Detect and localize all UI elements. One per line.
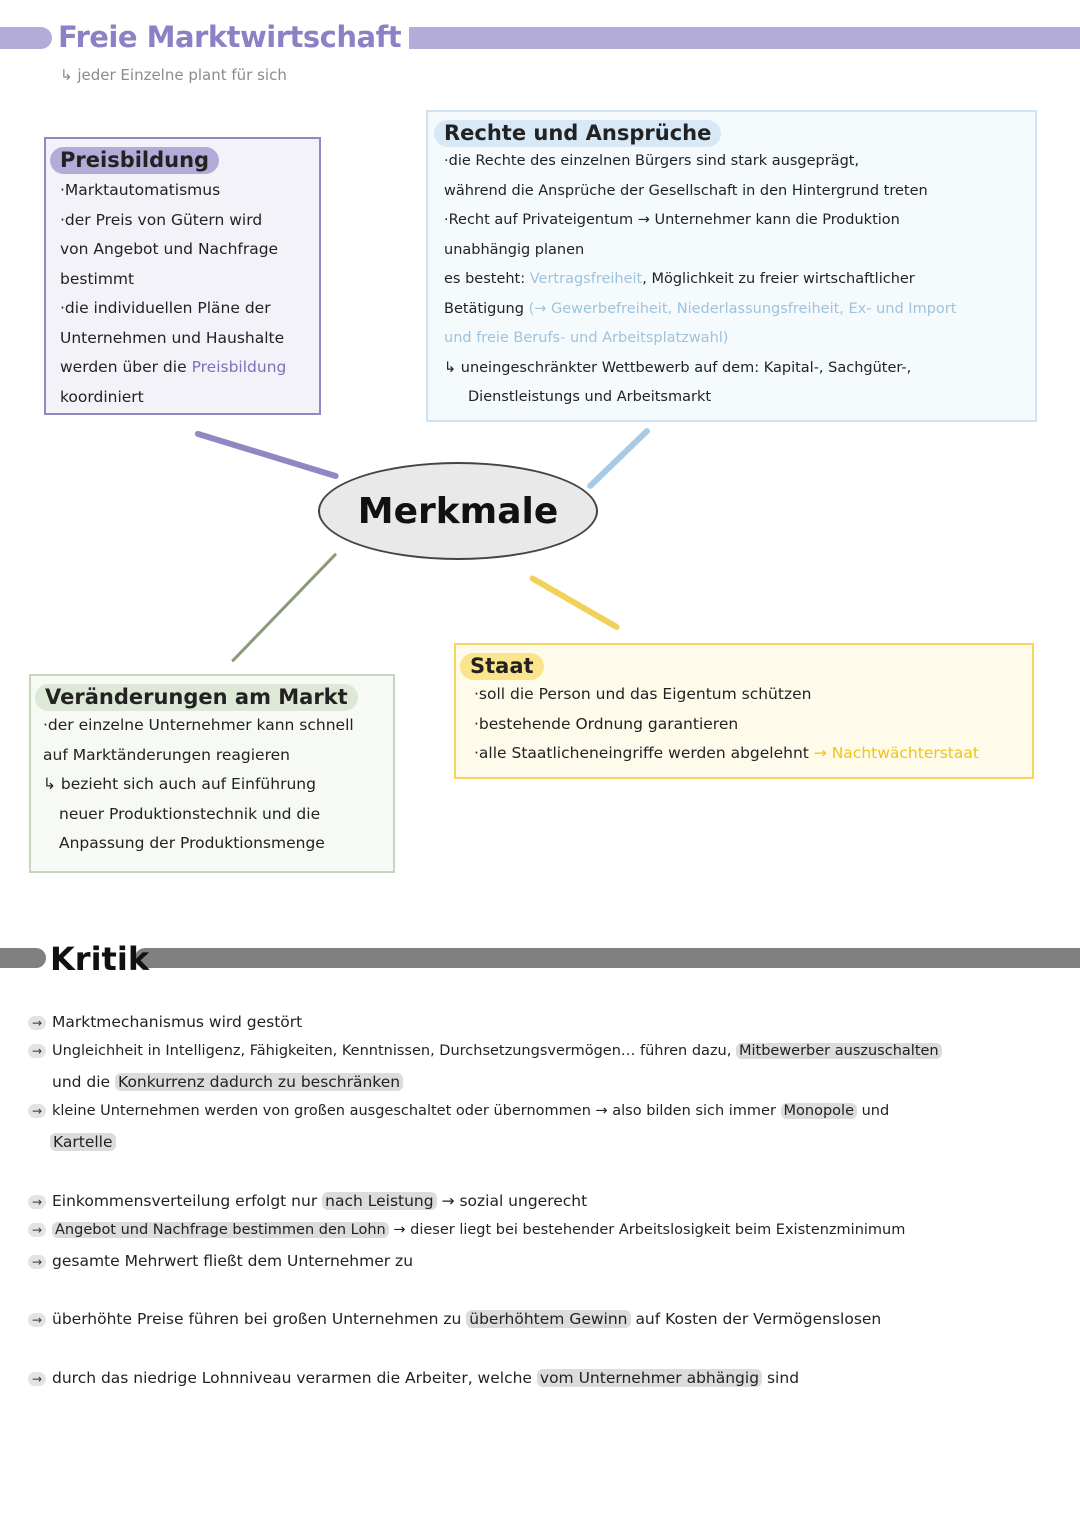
preisbildung-box xyxy=(44,137,321,415)
header-bar-left xyxy=(0,27,52,49)
preisbildung-line: Unternehmen und Haushalte xyxy=(60,328,285,347)
kritik-item: → kleine Unternehmen werden von großen ausgeschaltet oder übernommen → also bilden sich immer Monopole und xyxy=(28,1103,889,1119)
rechte-line: es besteht: Vertragsfreiheit, Möglichkeit zu freier wirtschaftlicher xyxy=(444,271,915,287)
header-bar-right xyxy=(340,27,1080,49)
staat-box xyxy=(454,643,1034,779)
kritik-highlight: überhöhtem Gewinn xyxy=(466,1310,630,1328)
kritik-item: → Ungleichheit in Intelligenz, Fähigkeiten, Kenntnissen, Durchsetzungsvermögen… führen dazu, Mitbewerber auszuschalten xyxy=(28,1043,942,1059)
rechte-line: ·die Rechte des einzelnen Bürgers sind stark ausgeprägt, xyxy=(444,153,860,169)
kritik-highlight: vom Unternehmer abhängig xyxy=(537,1369,762,1387)
kritik-item: → gesamte Mehrwert fließt dem Unternehmer zu xyxy=(28,1252,413,1270)
rechte-line xyxy=(444,324,1035,354)
preisbildung-line: koordiniert xyxy=(60,387,144,406)
preisbildung-highlight: Preisbildung xyxy=(191,358,287,376)
merkmale-ellipse xyxy=(318,462,598,560)
arrow-icon: → xyxy=(28,1044,46,1058)
rechte-box xyxy=(426,110,1037,422)
kritik-highlight: Kartelle xyxy=(50,1133,116,1151)
kritik-highlight: Angebot und Nachfrage bestimmen den Lohn xyxy=(52,1222,389,1238)
preisbildung-line: ·die individuellen Pläne der xyxy=(60,299,271,317)
kritik-highlight: Mitbewerber auszuschalten xyxy=(736,1043,942,1059)
kritik-item: → überhöhte Preise führen bei großen Unternehmen zu überhöhtem Gewinn auf Kosten der Vermögenslosen xyxy=(28,1310,881,1328)
rechte-line: ↳ uneingeschränkter Wettbewerb auf dem: Kapital-, Sachgüter-, xyxy=(444,359,912,376)
veraenderungen-line: ·der einzelne Unternehmer kann schnell xyxy=(43,716,354,734)
preisbildung-title: Preisbildung xyxy=(50,147,219,174)
arrow-icon: → xyxy=(28,1195,46,1209)
kritik-item: → Einkommensverteilung erfolgt nur nach Leistung → sozial ungerecht xyxy=(28,1192,587,1210)
arrow-icon: → xyxy=(28,1313,46,1327)
veraenderungen-title: Veränderungen am Markt xyxy=(35,684,358,711)
kritik-bar-left xyxy=(0,948,46,968)
arrow-icon: → xyxy=(28,1255,46,1269)
rechte-highlight: Vertragsfreiheit xyxy=(529,271,643,287)
page-subtitle: ↳ jeder Einzelne plant für sich xyxy=(60,66,287,84)
veraenderungen-line: Anpassung der Produktionsmenge xyxy=(59,834,325,852)
kritik-bar-right xyxy=(135,948,1080,968)
rechte-title: Rechte und Ansprüche xyxy=(434,120,721,147)
staat-line: ·alle Staatlicheneingriffe werden abgelehnt → Nachtwächterstaat xyxy=(474,744,979,762)
staat-line: ·bestehende Ordnung garantieren xyxy=(474,714,739,733)
kritik-highlight: Konkurrenz dadurch zu beschränken xyxy=(115,1073,403,1091)
kritik-item-continued: und die Konkurrenz dadurch zu beschränken xyxy=(52,1073,403,1091)
rechte-line: während die Ansprüche der Gesellschaft in den Hintergrund treten xyxy=(444,182,928,199)
veraenderungen-line: ↳ bezieht sich auch auf Einführung xyxy=(43,775,316,793)
preisbildung-line: werden über die Preisbildung xyxy=(60,358,287,376)
rechte-line: unabhängig planen xyxy=(444,241,585,258)
kritik-item-continued xyxy=(50,1133,116,1151)
preisbildung-line: ·der Preis von Gütern wird xyxy=(60,210,263,229)
veraenderungen-line: neuer Produktionstechnik und die xyxy=(59,804,321,823)
rechte-highlight: (→ Gewerbefreiheit, Niederlassungsfreiheit, Ex- und Import xyxy=(528,300,957,317)
connector-rechte xyxy=(586,427,651,490)
connector-preisbildung xyxy=(194,430,339,480)
kritik-highlight: Monopole xyxy=(781,1103,857,1119)
rechte-line: Betätigung (→ Gewerbefreiheit, Niederlassungsfreiheit, Ex- und Import xyxy=(444,300,957,317)
kritik-highlight: nach Leistung xyxy=(322,1192,436,1210)
kritik-title: Kritik xyxy=(50,940,150,978)
rechte-highlight: und freie Berufs- und Arbeitsplatzwahl) xyxy=(444,330,729,346)
arrow-icon: → xyxy=(28,1016,46,1030)
veraenderungen-box xyxy=(29,674,395,873)
preisbildung-line: von Angebot und Nachfrage xyxy=(60,240,279,258)
staat-highlight: → Nachtwächterstaat xyxy=(813,744,979,762)
arrow-icon: → xyxy=(28,1104,46,1118)
merkmale-label: Merkmale xyxy=(357,490,559,532)
preisbildung-line: ·Marktautomatismus xyxy=(60,181,221,199)
rechte-line: ·Recht auf Privateigentum → Unternehmer kann die Produktion xyxy=(444,212,900,228)
preisbildung-line: bestimmt xyxy=(60,269,135,288)
staat-line: ·soll die Person und das Eigentum schützen xyxy=(474,685,812,703)
page-title: Freie Marktwirtschaft xyxy=(56,20,409,54)
connector-veraenderungen xyxy=(231,553,337,663)
rechte-line: Dienstleistungs und Arbeitsmarkt xyxy=(468,389,712,405)
arrow-icon: → xyxy=(28,1223,46,1237)
connector-staat xyxy=(529,574,621,631)
arrow-icon: → xyxy=(28,1372,46,1386)
staat-title: Staat xyxy=(460,653,544,680)
veraenderungen-line: auf Marktänderungen reagieren xyxy=(43,745,290,764)
kritik-item: → Angebot und Nachfrage bestimmen den Lohn → dieser liegt bei bestehender Arbeitslosigkeit beim Existenzminimum xyxy=(28,1222,905,1238)
kritik-item: → durch das niedrige Lohnniveau verarmen die Arbeiter, welche vom Unternehmer abhängig sind xyxy=(28,1369,799,1387)
kritik-item: → Marktmechanismus wird gestört xyxy=(28,1013,302,1031)
